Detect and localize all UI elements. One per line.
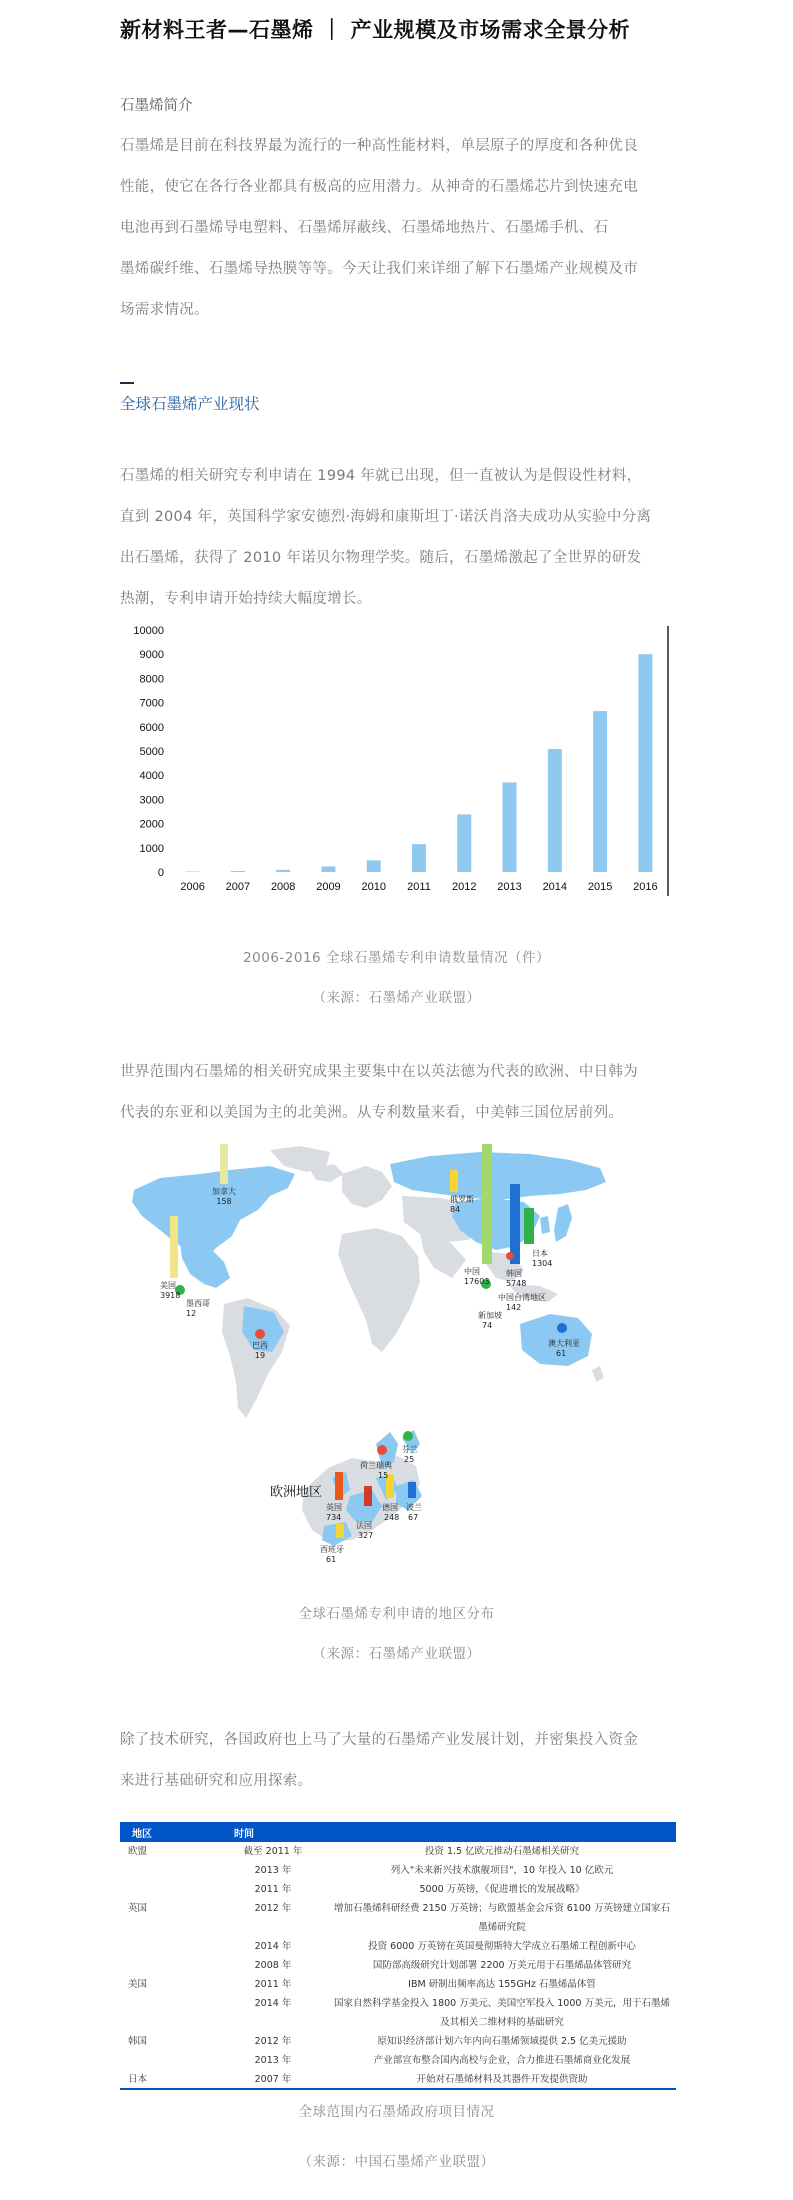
table-row: [120, 1842, 676, 1861]
marker-bar-poland: [408, 1482, 416, 1498]
marker-finland: [403, 1431, 413, 1441]
map-label-value: 84: [450, 1205, 461, 1214]
table-header-region: 地区: [120, 1822, 218, 1842]
table-cell-desc: IBM 研制出频率高达 155GHz 石墨烯晶体管: [408, 1979, 596, 1990]
marker-bar-spain: [336, 1524, 344, 1538]
government-line: 除了技术研究，各国政府也上马了大量的石墨烯产业发展计划，并密集投入资金: [120, 1732, 638, 1748]
x-tick-label: 2013: [497, 881, 522, 893]
table-cell-region: 日本: [120, 2070, 218, 2089]
region-line: 世界范围内石墨烯的相关研究成果主要集中在以英法德为代表的欧洲、中日韩为: [120, 1064, 638, 1080]
map-caption: 全球石墨烯专利申请的地区分布: [298, 1606, 495, 1622]
map-label-value: 248: [384, 1513, 400, 1522]
map-label-name: 美国: [160, 1281, 176, 1290]
map-label-name: 墨西哥: [186, 1299, 210, 1308]
y-tick-label: 6000: [139, 721, 164, 734]
marker-taiwan: [506, 1252, 514, 1260]
intro-paragraph: [120, 126, 676, 331]
table-header-time: 时间: [218, 1822, 328, 1842]
y-tick-label: 0: [157, 867, 164, 879]
table-cell-region: [120, 1937, 218, 1956]
section-rule: [120, 382, 134, 384]
patent-paragraph: [120, 456, 676, 620]
map-label-name: 荷兰: [360, 1461, 376, 1470]
table-row: [120, 1956, 676, 1975]
table-cell-year: 2011 年: [254, 1979, 292, 1990]
table-cell-year: 2013 年: [254, 1865, 292, 1876]
table-cell-year: [218, 1918, 328, 1937]
map-label-name: 波兰: [406, 1503, 422, 1512]
map-label-value: 158: [216, 1197, 232, 1206]
map-label-value: 3918: [160, 1291, 181, 1300]
table-cell-desc: 及其相关二维材料的基础研究: [440, 2017, 564, 2028]
marker-bar-usa: [170, 1216, 178, 1278]
intro-line: 性能，使它在各行各业都具有极高的应用潜力。从神奇的石墨烯芯片到快速充电: [120, 179, 638, 195]
intro-line: 电池再到石墨烯导电塑料、石墨烯屏蔽线、石墨烯地热片、石墨烯手机、石: [120, 220, 609, 236]
table-cell-desc: 投资 1.5 亿欧元推动石墨烯相关研究: [424, 1846, 580, 1857]
bar: [412, 844, 426, 872]
table-row: [120, 1880, 676, 1899]
map-label-name: 韩国: [506, 1269, 522, 1278]
table-cell-region: 韩国: [128, 2036, 148, 2047]
y-tick-label: 3000: [139, 794, 164, 807]
map-label-name: 中国: [464, 1267, 480, 1276]
bar: [548, 749, 562, 872]
bar: [638, 654, 652, 872]
map-label-value: 61: [326, 1555, 337, 1564]
y-tick-label: 2000: [139, 818, 164, 831]
table-row: [120, 2051, 676, 2070]
map-label-value: 15: [378, 1471, 389, 1480]
map-label-value: 5748: [506, 1279, 527, 1288]
table-cell-year: 2012 年: [254, 1903, 292, 1914]
patent-line: 石墨烯的相关研究专利申请在 1994 年就已出现，但一直被认为是假设性材料，: [120, 468, 642, 484]
table-source: （来源：中国石墨烯产业联盟）: [298, 2154, 495, 2170]
map-label-name: 加拿大: [212, 1187, 236, 1196]
x-tick-label: 2007: [225, 881, 251, 893]
map-label-value: 734: [326, 1513, 342, 1522]
government-projects-table: [120, 1822, 676, 2090]
y-tick-label: 4000: [139, 770, 164, 783]
map-label-name: 法国: [356, 1521, 372, 1530]
map-label-name: 日本: [532, 1249, 548, 1258]
bar: [503, 782, 517, 872]
table-cell-year: 2007 年: [218, 2070, 328, 2089]
table-row: [120, 1918, 676, 1937]
table-cell-region: 英国: [128, 1903, 148, 1914]
marker-brazil: [255, 1329, 265, 1339]
marker-australia: [557, 1323, 567, 1333]
table-cell-year: 2014 年: [254, 1998, 292, 2009]
intro-line: 场需求情况。: [120, 302, 209, 318]
region-paragraph: [120, 1052, 676, 1134]
map-label-value: 142: [506, 1303, 522, 1312]
map-label-value: 61: [556, 1349, 567, 1358]
table-cell-desc: 产业部宣布整合国内高校与企业，合力推进石墨烯商业化发展: [373, 2055, 631, 2066]
world-patent-map: [120, 1138, 676, 1588]
europe-inset-label: 欧洲地区: [270, 1485, 323, 1500]
map-label-value: 17603: [464, 1277, 490, 1286]
map-label-value: 74: [482, 1321, 493, 1330]
table-cell-desc: 投资 6000 万英镑在英国曼彻斯特大学成立石墨烯工程创新中心: [368, 1941, 636, 1952]
map-label-name: 德国: [382, 1503, 398, 1512]
x-tick-label: 2010: [361, 881, 386, 893]
marker-bar-korea: [510, 1184, 520, 1264]
table-row: [120, 2013, 676, 2032]
table-cell-region: [120, 1880, 218, 1899]
bar: [321, 866, 335, 872]
map-label-name: 澳大利亚: [548, 1339, 580, 1348]
table-row: [120, 1994, 676, 2013]
marker-bar-france: [364, 1486, 372, 1506]
table-cell-region: [120, 1994, 218, 2013]
y-tick-label: 7000: [139, 697, 164, 710]
map-label-name: 芬兰: [402, 1445, 418, 1454]
marker-bar-canada: [220, 1144, 228, 1184]
map-label-value: 67: [408, 1513, 419, 1522]
marker-bar-japan: [524, 1208, 534, 1244]
table-cell-desc: 原知识经济部计划六年内向石墨烯领域提供 2.5 亿美元援助: [377, 2036, 627, 2047]
patent-line: 出石墨烯，获得了 2010 年诺贝尔物理学奖。随后，石墨烯激起了全世界的研发: [120, 550, 642, 566]
table-cell-desc: 列入"未来新兴技术旗舰项目"，10 年投入 10 亿欧元: [390, 1865, 614, 1876]
map-source: （来源：石墨烯产业联盟）: [312, 1646, 481, 1662]
intro-heading: 石墨烯简介: [120, 98, 193, 114]
chart-caption: 2006-2016 全球石墨烯专利申请数量情况（件）: [243, 950, 550, 966]
y-tick-label: 9000: [139, 649, 164, 662]
table-row: [120, 2070, 676, 2089]
x-tick-label: 2015: [587, 881, 613, 893]
region-line: 代表的东亚和以美国为主的北美洲。从专利数量来看，中美韩三国位居前列。: [120, 1105, 624, 1121]
table-cell-desc: 开始对石墨烯材料及其器件开发提供资助: [328, 2070, 676, 2089]
table-cell-desc: 5000 万英镑，《促进增长的发展战略》: [419, 1884, 585, 1895]
patent-line: 直到 2004 年，英国科学家安德烈·海姆和康斯坦丁·诺沃肖洛夫成功从实验中分离: [120, 509, 652, 525]
page-title: 新材料王者—石墨烯 ｜ 产业规模及市场需求全景分析: [120, 18, 631, 42]
y-tick-label: 8000: [139, 673, 164, 686]
marker-bar-russia: [450, 1170, 458, 1192]
table-cell-year: 截至 2011 年: [243, 1846, 303, 1857]
map-label-value: 25: [404, 1455, 415, 1464]
government-line: 来进行基础研究和应用探索。: [120, 1773, 313, 1789]
x-tick-label: 2016: [633, 881, 658, 893]
map-label-name: 巴西: [252, 1341, 268, 1350]
table-cell-region: 欧盟: [128, 1846, 148, 1857]
patent-line: 热潮，专利申请开始持续大幅度增长。: [120, 591, 372, 607]
chart-source: （来源：石墨烯产业联盟）: [312, 990, 481, 1006]
bar: [457, 814, 471, 872]
table-cell-year: 2013 年: [254, 2055, 292, 2066]
table-caption: 全球范围内石墨烯政府项目情况: [298, 2104, 495, 2120]
table-row: [120, 2032, 676, 2051]
table-header-row: [120, 1822, 676, 1842]
map-label-value: 327: [358, 1531, 374, 1540]
map-label-name: 英国: [326, 1503, 342, 1512]
map-label-name: 中国台湾地区: [498, 1293, 546, 1302]
map-label-name: 瑞典: [376, 1461, 392, 1470]
government-paragraph: [120, 1720, 676, 1802]
table-cell-region: [120, 1861, 218, 1880]
x-tick-label: 2006: [180, 881, 205, 893]
section-title: 全球石墨烯产业现状: [120, 395, 260, 413]
x-tick-label: 2012: [452, 881, 477, 893]
map-label-name: 西班牙: [320, 1545, 344, 1554]
bar: [231, 871, 245, 872]
table-cell-region: [120, 2051, 218, 2070]
map-label-value: 1304: [532, 1259, 553, 1268]
map-label-name: 俄罗斯: [450, 1195, 474, 1204]
bar: [367, 860, 381, 872]
table-cell-desc: 国防部高级研究计划部署 2200 万美元用于石墨烯晶体管研究: [372, 1960, 632, 1971]
table-header-desc: [328, 1822, 676, 1842]
map-label-name: 新加坡: [478, 1311, 502, 1320]
intro-line: 石墨烯是目前在科技界最为流行的一种高性能材料，单层原子的厚度和各种优良: [120, 138, 638, 154]
table-cell-desc: 国家自然科学基金投入 1800 万美元、美国空军投入 1000 万美元，用于石墨烯: [334, 1998, 670, 2009]
table-cell-region: [120, 1918, 218, 1937]
x-tick-label: 2008: [270, 881, 296, 893]
intro-line: 墨烯碳纤维、石墨烯导热膜等等。今天让我们来详细了解下石墨烯产业规模及市: [120, 261, 638, 277]
table-cell-year: [218, 2013, 328, 2032]
table-cell-year: 2012 年: [254, 2036, 292, 2047]
x-tick-label: 2014: [542, 881, 568, 893]
y-tick-label: 10000: [133, 625, 164, 637]
x-tick-label: 2011: [407, 881, 431, 893]
table-cell-year: 2011 年: [254, 1884, 292, 1895]
table-cell-year: 2014 年: [254, 1941, 292, 1952]
table-row: [120, 1975, 676, 1994]
y-tick-label: 5000: [139, 746, 164, 758]
table-cell-year: 2008 年: [254, 1960, 292, 1971]
patent-bar-chart: [120, 622, 690, 922]
marker-sweden: [377, 1445, 387, 1455]
y-tick-label: 1000: [139, 842, 164, 855]
bar: [593, 711, 607, 872]
bar: [276, 870, 290, 872]
table-cell-region: [120, 1956, 218, 1975]
x-tick-label: 2009: [316, 881, 341, 893]
marker-bar-china: [482, 1144, 492, 1264]
table-cell-desc: 墨烯研究院: [478, 1922, 526, 1933]
table-row: [120, 1899, 676, 1918]
table-row: [120, 1937, 676, 1956]
table-cell-region: 美国: [128, 1979, 148, 1990]
marker-bar-uk: [335, 1472, 343, 1500]
map-label-value: 12: [186, 1309, 197, 1318]
table-row: [120, 1861, 676, 1880]
map-label-value: 19: [254, 1351, 266, 1360]
table-cell-desc: 增加石墨烯科研经费 2150 万英镑；与欧盟基金会斥资 6100 万英镑建立国家石: [334, 1903, 670, 1914]
table-cell-region: [120, 2013, 218, 2032]
